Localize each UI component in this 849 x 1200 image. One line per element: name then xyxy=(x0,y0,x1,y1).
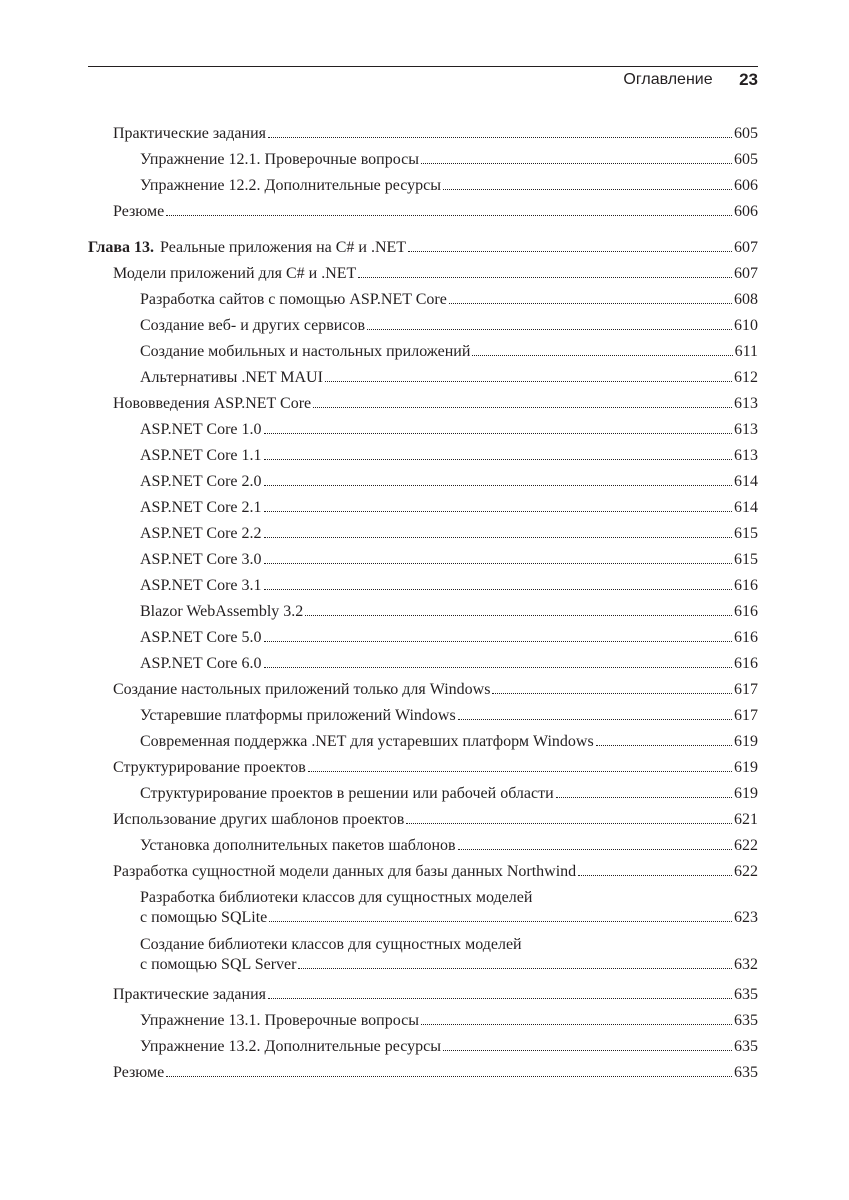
toc-page-number: 612 xyxy=(734,369,758,386)
toc-entry-title: Разработка сайтов с помощью ASP.NET Core xyxy=(140,291,447,308)
toc-page-number: 607 xyxy=(734,239,758,256)
toc-entry-title: Упражнение 13.1. Проверочные вопросы xyxy=(140,1012,419,1029)
dot-leader xyxy=(421,163,732,164)
toc-entry-title: Создание мобильных и настольных приложений xyxy=(140,343,471,360)
toc-entry-title: ASP.NET Core 3.1 xyxy=(140,577,262,594)
toc-page-number: 613 xyxy=(734,421,758,438)
toc-entry-title: Установка дополнительных пакетов шаблонов xyxy=(140,837,456,854)
toc-entry-title: ASP.NET Core 3.0 xyxy=(140,551,262,568)
toc-entry[interactable] xyxy=(88,935,758,975)
toc-entry-title: Создание настольных приложений только для Windows xyxy=(113,681,491,698)
toc-entry-title: Нововведения ASP.NET Core xyxy=(113,395,312,412)
toc-entry[interactable] xyxy=(88,498,758,518)
toc-entry-title: Создание библиотеки классов для сущностных моделей xyxy=(140,936,522,953)
dot-leader xyxy=(313,407,732,408)
dot-leader xyxy=(305,615,732,616)
toc-page-number: 610 xyxy=(734,317,758,334)
toc-page-number: 635 xyxy=(734,1012,758,1029)
toc-entry[interactable] xyxy=(88,550,758,570)
toc-page-number: 611 xyxy=(734,343,758,360)
dot-leader xyxy=(264,641,733,642)
toc-page-number: 632 xyxy=(734,956,758,973)
dot-leader xyxy=(443,1050,732,1051)
toc-entry[interactable] xyxy=(88,176,758,196)
toc-entry-title: ASP.NET Core 1.1 xyxy=(140,447,262,464)
toc-page-number: 635 xyxy=(734,1064,758,1081)
toc-entry[interactable] xyxy=(88,706,758,726)
toc-page-number: 619 xyxy=(734,785,758,802)
dot-leader xyxy=(264,459,733,460)
dot-leader xyxy=(556,797,732,798)
toc-entry-title: Современная поддержка .NET для устаревших платформ Windows xyxy=(140,733,594,750)
toc-entry[interactable] xyxy=(88,394,758,414)
toc-entry-title: Устаревшие платформы приложений Windows xyxy=(140,707,456,724)
toc-page-number: 605 xyxy=(734,151,758,168)
toc-entry-title: Альтернативы .NET MAUI xyxy=(140,369,323,386)
toc-entry[interactable] xyxy=(88,1037,758,1057)
toc-entry[interactable] xyxy=(88,784,758,804)
toc-page-number: 614 xyxy=(734,473,758,490)
toc-page-number: 617 xyxy=(734,681,758,698)
toc-entry[interactable] xyxy=(88,290,758,310)
page-number: 23 xyxy=(739,70,758,89)
toc-entry[interactable] xyxy=(88,1063,758,1083)
dot-leader xyxy=(358,277,732,278)
dot-leader xyxy=(406,823,732,824)
dot-leader xyxy=(166,1076,732,1077)
dot-leader xyxy=(298,968,732,969)
toc-entry-title: Модели приложений для C# и .NET xyxy=(113,265,357,282)
toc-page-number: 606 xyxy=(734,177,758,194)
dot-leader xyxy=(308,771,732,772)
dot-leader xyxy=(596,745,732,746)
dot-leader xyxy=(325,381,732,382)
toc-entry-title: Реальные приложения на C# и .NET xyxy=(160,239,407,256)
toc-entry[interactable] xyxy=(88,732,758,752)
dot-leader xyxy=(458,849,732,850)
toc-entry[interactable] xyxy=(88,316,758,336)
toc-entry[interactable] xyxy=(88,368,758,388)
toc-page-number: 613 xyxy=(734,447,758,464)
toc-entry[interactable] xyxy=(88,602,758,622)
dot-leader xyxy=(264,433,733,434)
running-header xyxy=(88,70,758,96)
toc-entry-title-continuation: с помощью SQLite xyxy=(140,909,268,926)
toc-entry-title: ASP.NET Core 6.0 xyxy=(140,655,262,672)
toc-page-number: 614 xyxy=(734,499,758,516)
toc-page-number: 606 xyxy=(734,203,758,220)
dot-leader xyxy=(264,537,733,538)
toc-page-number: 619 xyxy=(734,733,758,750)
toc-page-number: 605 xyxy=(734,125,758,142)
toc-entry-title: Разработка библиотеки классов для сущностных моделей xyxy=(140,889,533,906)
dot-leader xyxy=(578,875,732,876)
toc-entry-title: Резюме xyxy=(113,203,165,220)
toc-page-number: 622 xyxy=(734,863,758,880)
dot-leader xyxy=(421,1024,732,1025)
dot-leader xyxy=(166,215,732,216)
header-rule xyxy=(88,66,758,67)
toc-entry[interactable] xyxy=(88,1011,758,1031)
toc-entry-title: ASP.NET Core 2.2 xyxy=(140,525,262,542)
dot-leader xyxy=(408,251,732,252)
toc-page-number: 619 xyxy=(734,759,758,776)
toc-chapter-label: Глава 13. xyxy=(88,239,154,256)
toc-page-number: 607 xyxy=(734,265,758,282)
toc-page-number: 635 xyxy=(734,986,758,1003)
dot-leader xyxy=(264,589,733,590)
toc-page-number: 622 xyxy=(734,837,758,854)
toc-entry-title-continuation: с помощью SQL Server xyxy=(140,956,297,973)
toc-entry[interactable] xyxy=(88,342,758,362)
toc-page-number: 621 xyxy=(734,811,758,828)
toc-entry[interactable] xyxy=(88,150,758,170)
toc-entry[interactable] xyxy=(88,810,758,830)
dot-leader xyxy=(268,137,732,138)
toc-page-number: 613 xyxy=(734,395,758,412)
toc-entry-title: Создание веб- и других сервисов xyxy=(140,317,365,334)
toc-entry[interactable] xyxy=(88,758,758,778)
toc-entry-title: Резюме xyxy=(113,1064,165,1081)
toc-entry-title: Структурирование проектов xyxy=(113,759,306,776)
toc-page-number: 635 xyxy=(734,1038,758,1055)
toc-page-number: 616 xyxy=(734,629,758,646)
dot-leader xyxy=(458,719,732,720)
dot-leader xyxy=(264,511,733,512)
dot-leader xyxy=(264,667,733,668)
toc-entry[interactable] xyxy=(88,654,758,674)
toc-entry[interactable] xyxy=(88,862,758,882)
toc-entry[interactable] xyxy=(88,124,758,144)
toc-page-number: 608 xyxy=(734,291,758,308)
dot-leader xyxy=(268,998,732,999)
toc-page-number: 615 xyxy=(734,551,758,568)
toc-chapter-entry[interactable] xyxy=(88,238,758,258)
toc-entry-title: Blazor WebAssembly 3.2 xyxy=(140,603,304,620)
toc-entry[interactable] xyxy=(88,836,758,856)
toc-entry[interactable] xyxy=(88,888,758,928)
toc-entry-title: Практические задания xyxy=(113,125,267,142)
dot-leader xyxy=(264,563,733,564)
toc-entry[interactable] xyxy=(88,202,758,222)
running-header-title: Оглавление xyxy=(623,71,713,88)
dot-leader xyxy=(492,693,732,694)
toc-entry-title: Разработка сущностной модели данных для базы данных Northwind xyxy=(113,863,577,880)
toc-entry-title: Упражнение 12.1. Проверочные вопросы xyxy=(140,151,419,168)
toc-entry-title: Использование других шаблонов проектов xyxy=(113,811,405,828)
toc-entry[interactable] xyxy=(88,472,758,492)
dot-leader xyxy=(367,329,732,330)
toc-entry-title: Структурирование проектов в решении или рабочей области xyxy=(140,785,554,802)
toc-entry-title: ASP.NET Core 5.0 xyxy=(140,629,262,646)
toc-entry[interactable] xyxy=(88,628,758,648)
dot-leader xyxy=(443,189,732,190)
toc-page-number: 616 xyxy=(734,655,758,672)
toc-page-number: 623 xyxy=(734,909,758,926)
toc-entry[interactable] xyxy=(88,264,758,284)
toc-entry-title: ASP.NET Core 1.0 xyxy=(140,421,262,438)
toc-entry-title: ASP.NET Core 2.0 xyxy=(140,473,262,490)
dot-leader xyxy=(269,921,732,922)
toc-page-number: 617 xyxy=(734,707,758,724)
toc-entry[interactable] xyxy=(88,446,758,466)
toc-entry[interactable] xyxy=(88,420,758,440)
dot-leader xyxy=(449,303,732,304)
toc-entry[interactable] xyxy=(88,985,758,1005)
toc-entry-title: ASP.NET Core 2.1 xyxy=(140,499,262,516)
toc-page-number: 615 xyxy=(734,525,758,542)
toc-entry[interactable] xyxy=(88,680,758,700)
toc-page-number: 616 xyxy=(734,577,758,594)
toc-entry-title: Упражнение 13.2. Дополнительные ресурсы xyxy=(140,1038,441,1055)
toc-entry[interactable] xyxy=(88,576,758,596)
dot-leader xyxy=(472,355,732,356)
toc-page-number: 616 xyxy=(734,603,758,620)
toc-entry-title: Упражнение 12.2. Дополнительные ресурсы xyxy=(140,177,441,194)
toc-entry[interactable] xyxy=(88,524,758,544)
toc-entry-title: Практические задания xyxy=(113,986,267,1003)
dot-leader xyxy=(264,485,733,486)
